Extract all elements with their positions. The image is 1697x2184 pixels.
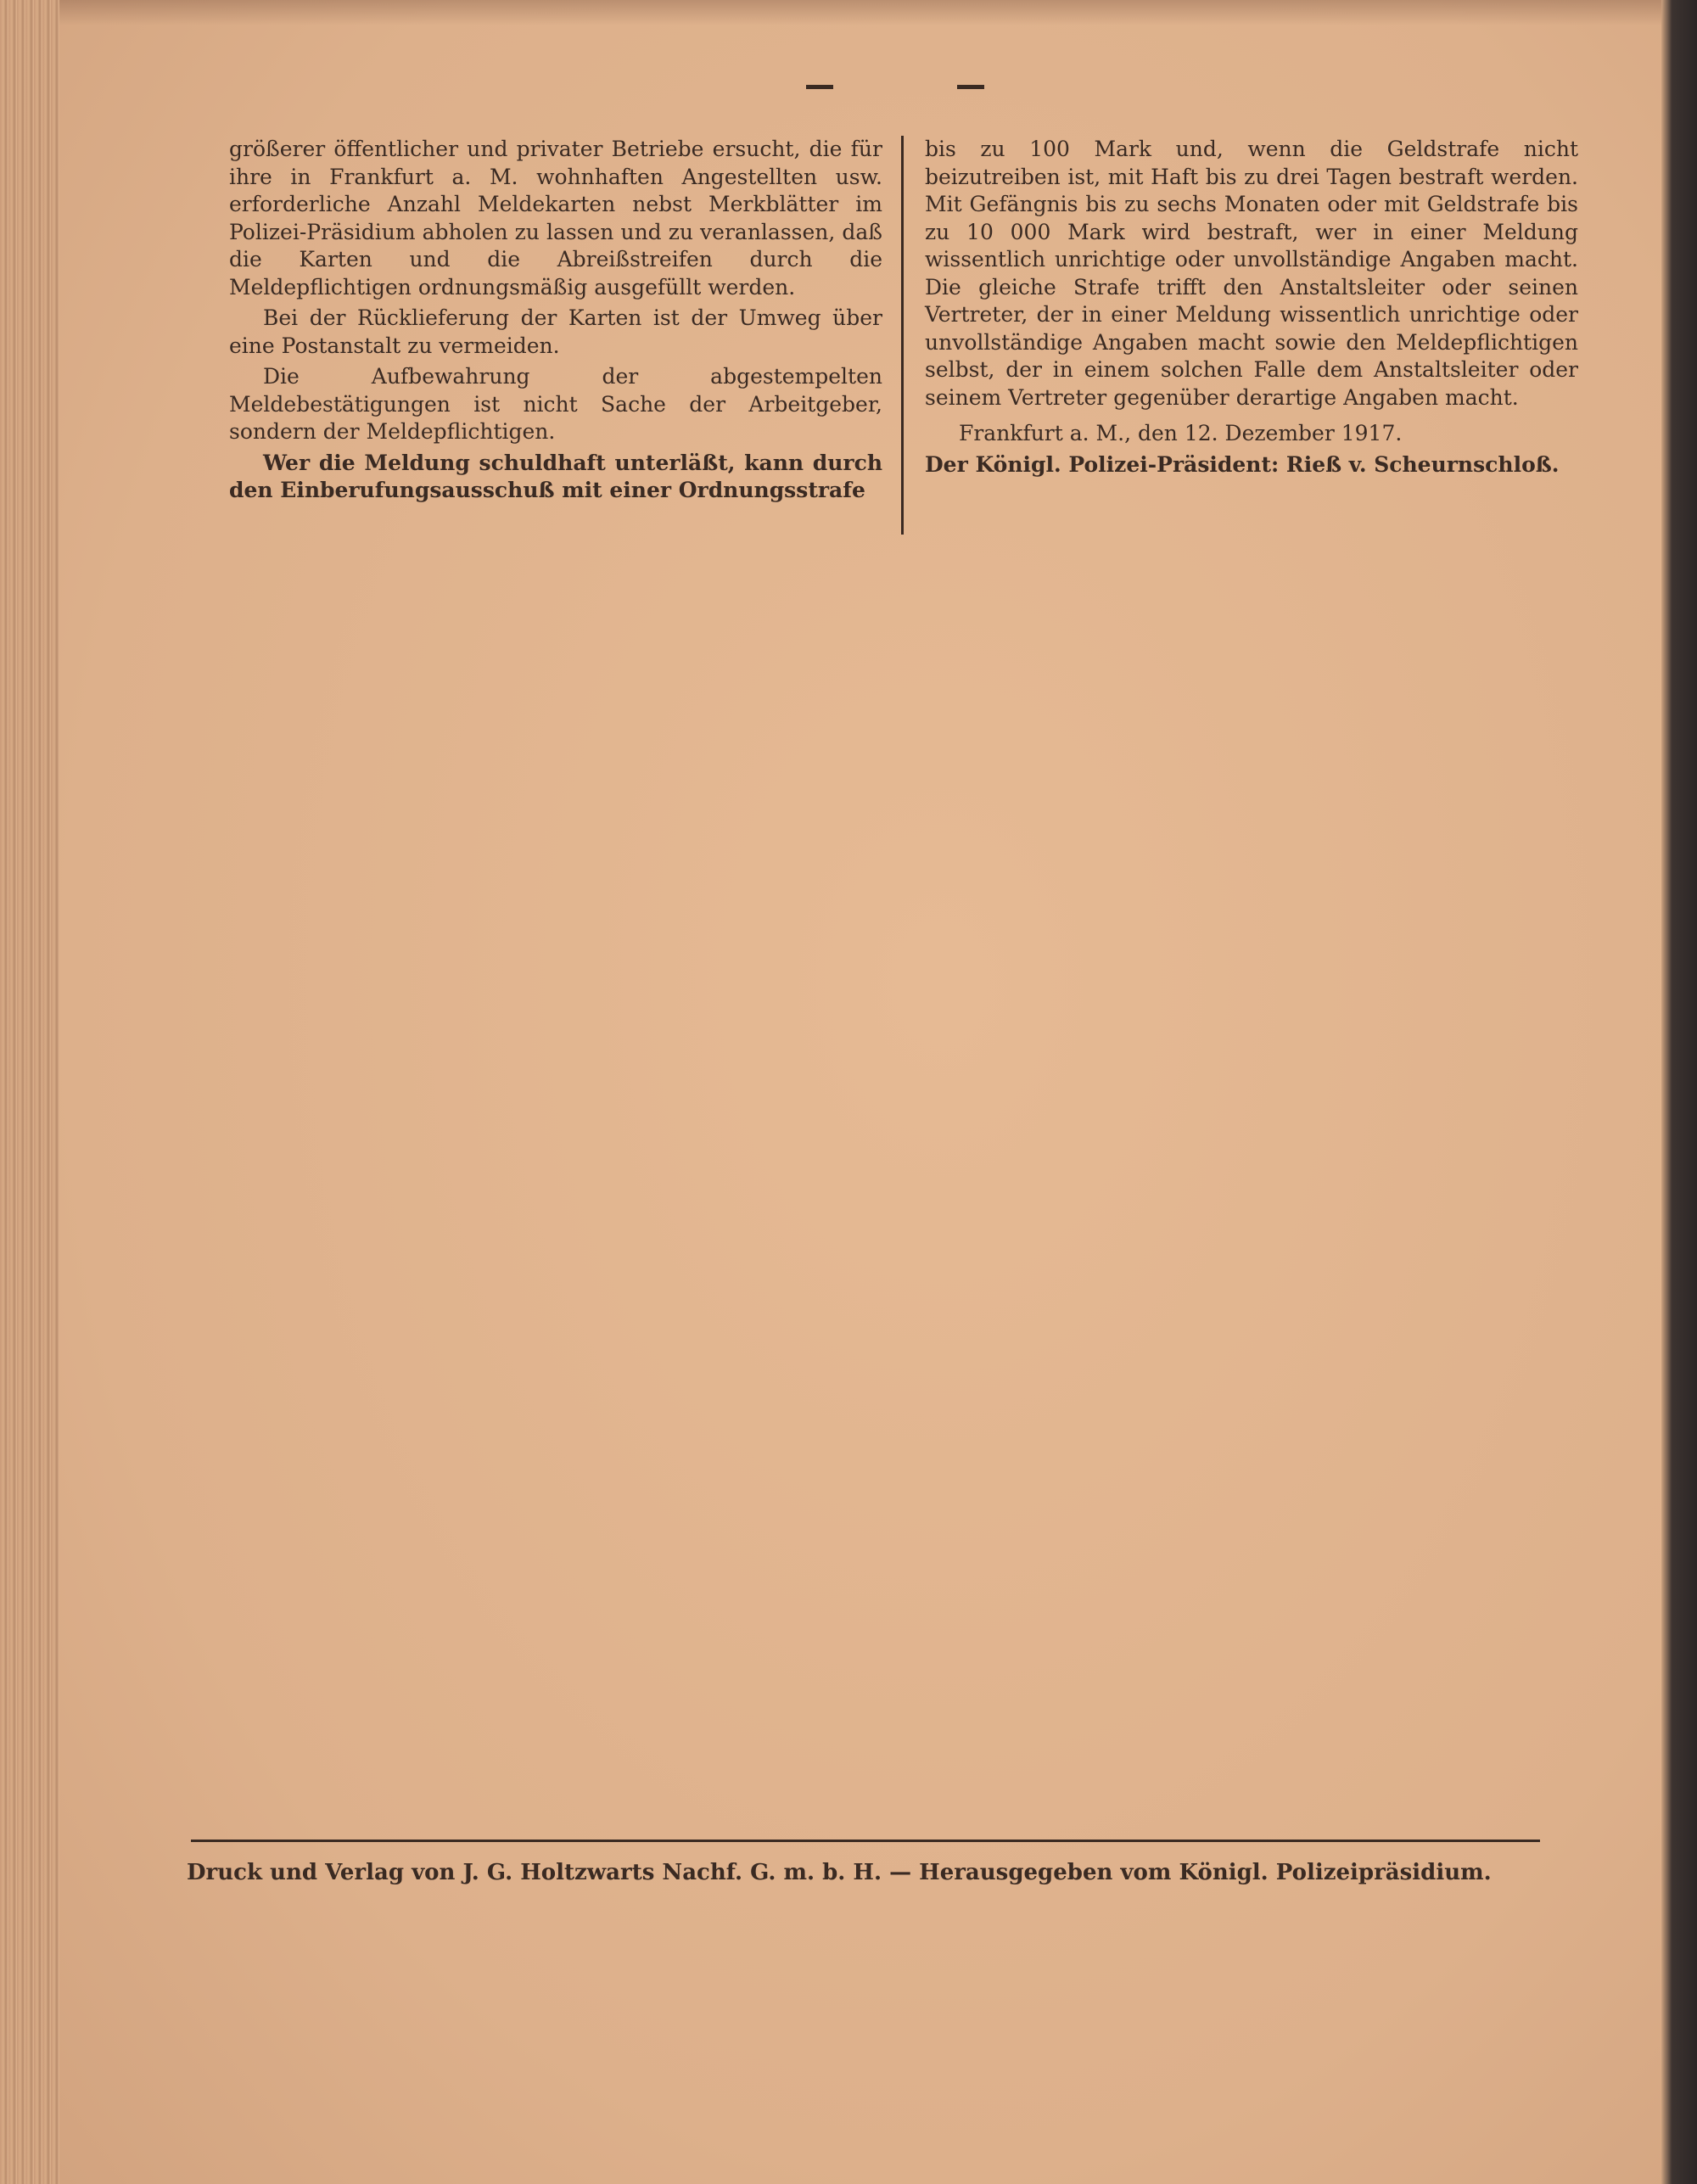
left-paragraph-2: Bei der Rücklieferung der Karten ist der Umweg über eine Postanstalt zu vermeiden. <box>229 305 882 358</box>
signature-line: Der Königl. Polizei-Präsident: Rieß v. Scheurnschloß. <box>925 451 1560 477</box>
publisher-imprint: Druck und Verlag von J. G. Holtzwarts Nachf. G. m. b. H. — Herausgegeben vom Königl. Polizeipräsidium. <box>187 1860 1492 1885</box>
folio-mark-left <box>806 85 833 89</box>
left-paragraph-3: Die Aufbewahrung der abgestempelten Meldebestätigungen ist nicht Sache der Arbeitgeber, sondern der Meldepflichtigen. <box>229 364 882 444</box>
place-date-line: Frankfurt a. M., den 12. Dezember 1917. <box>959 421 1403 445</box>
left-paragraph-1: größerer öffentlicher und privater Betriebe ersucht, die für ihre in Frankfurt a. M. wohnhaften Angestellten usw. erforderliche Anzahl Meldekarten nebst Merkblätter im Polizei-Präsidium abholen zu lassen und zu veranlassen, daß die Karten und die Abreißstreifen durch die Meldepflichtigen ordnungsmäßig ausgefüllt werden. <box>229 137 882 300</box>
right-column <box>925 136 1578 479</box>
left-column <box>229 136 882 505</box>
folio-mark-right <box>957 85 984 89</box>
page-folio <box>806 85 984 89</box>
column-divider <box>901 136 904 535</box>
left-paragraph-4: Wer die Meldung schuldhaft unterläßt, kann durch den Einberufungsausschuß mit einer Ordnungsstrafe <box>229 450 882 502</box>
page-stack-edge <box>0 0 59 2184</box>
footer-rule <box>191 1840 1540 1842</box>
right-paragraph-1: bis zu 100 Mark und, wenn die Geldstrafe nicht beizutreiben ist, mit Haft bis zu drei Tagen bestraft werden. Mit Gefängnis bis zu sechs Monaten oder mit Geldstrafe bis zu 10 000 Mark wird bestraft, wer in einer Meldung wissentlich unrichtige oder unvollständige Angaben macht. Die gleiche Strafe trifft den Anstaltsleiter oder seinen Vertreter, der in einer Meldung wissentlich unrichtige oder unvollständige Angaben macht sowie den Meldepflichtigen selbst, der in einem solchen Falle dem Anstaltsleiter oder seinem Vertreter gegenüber derartige Angaben macht. <box>925 137 1578 410</box>
binding-edge <box>1661 0 1697 2184</box>
top-shadow <box>59 0 1661 25</box>
